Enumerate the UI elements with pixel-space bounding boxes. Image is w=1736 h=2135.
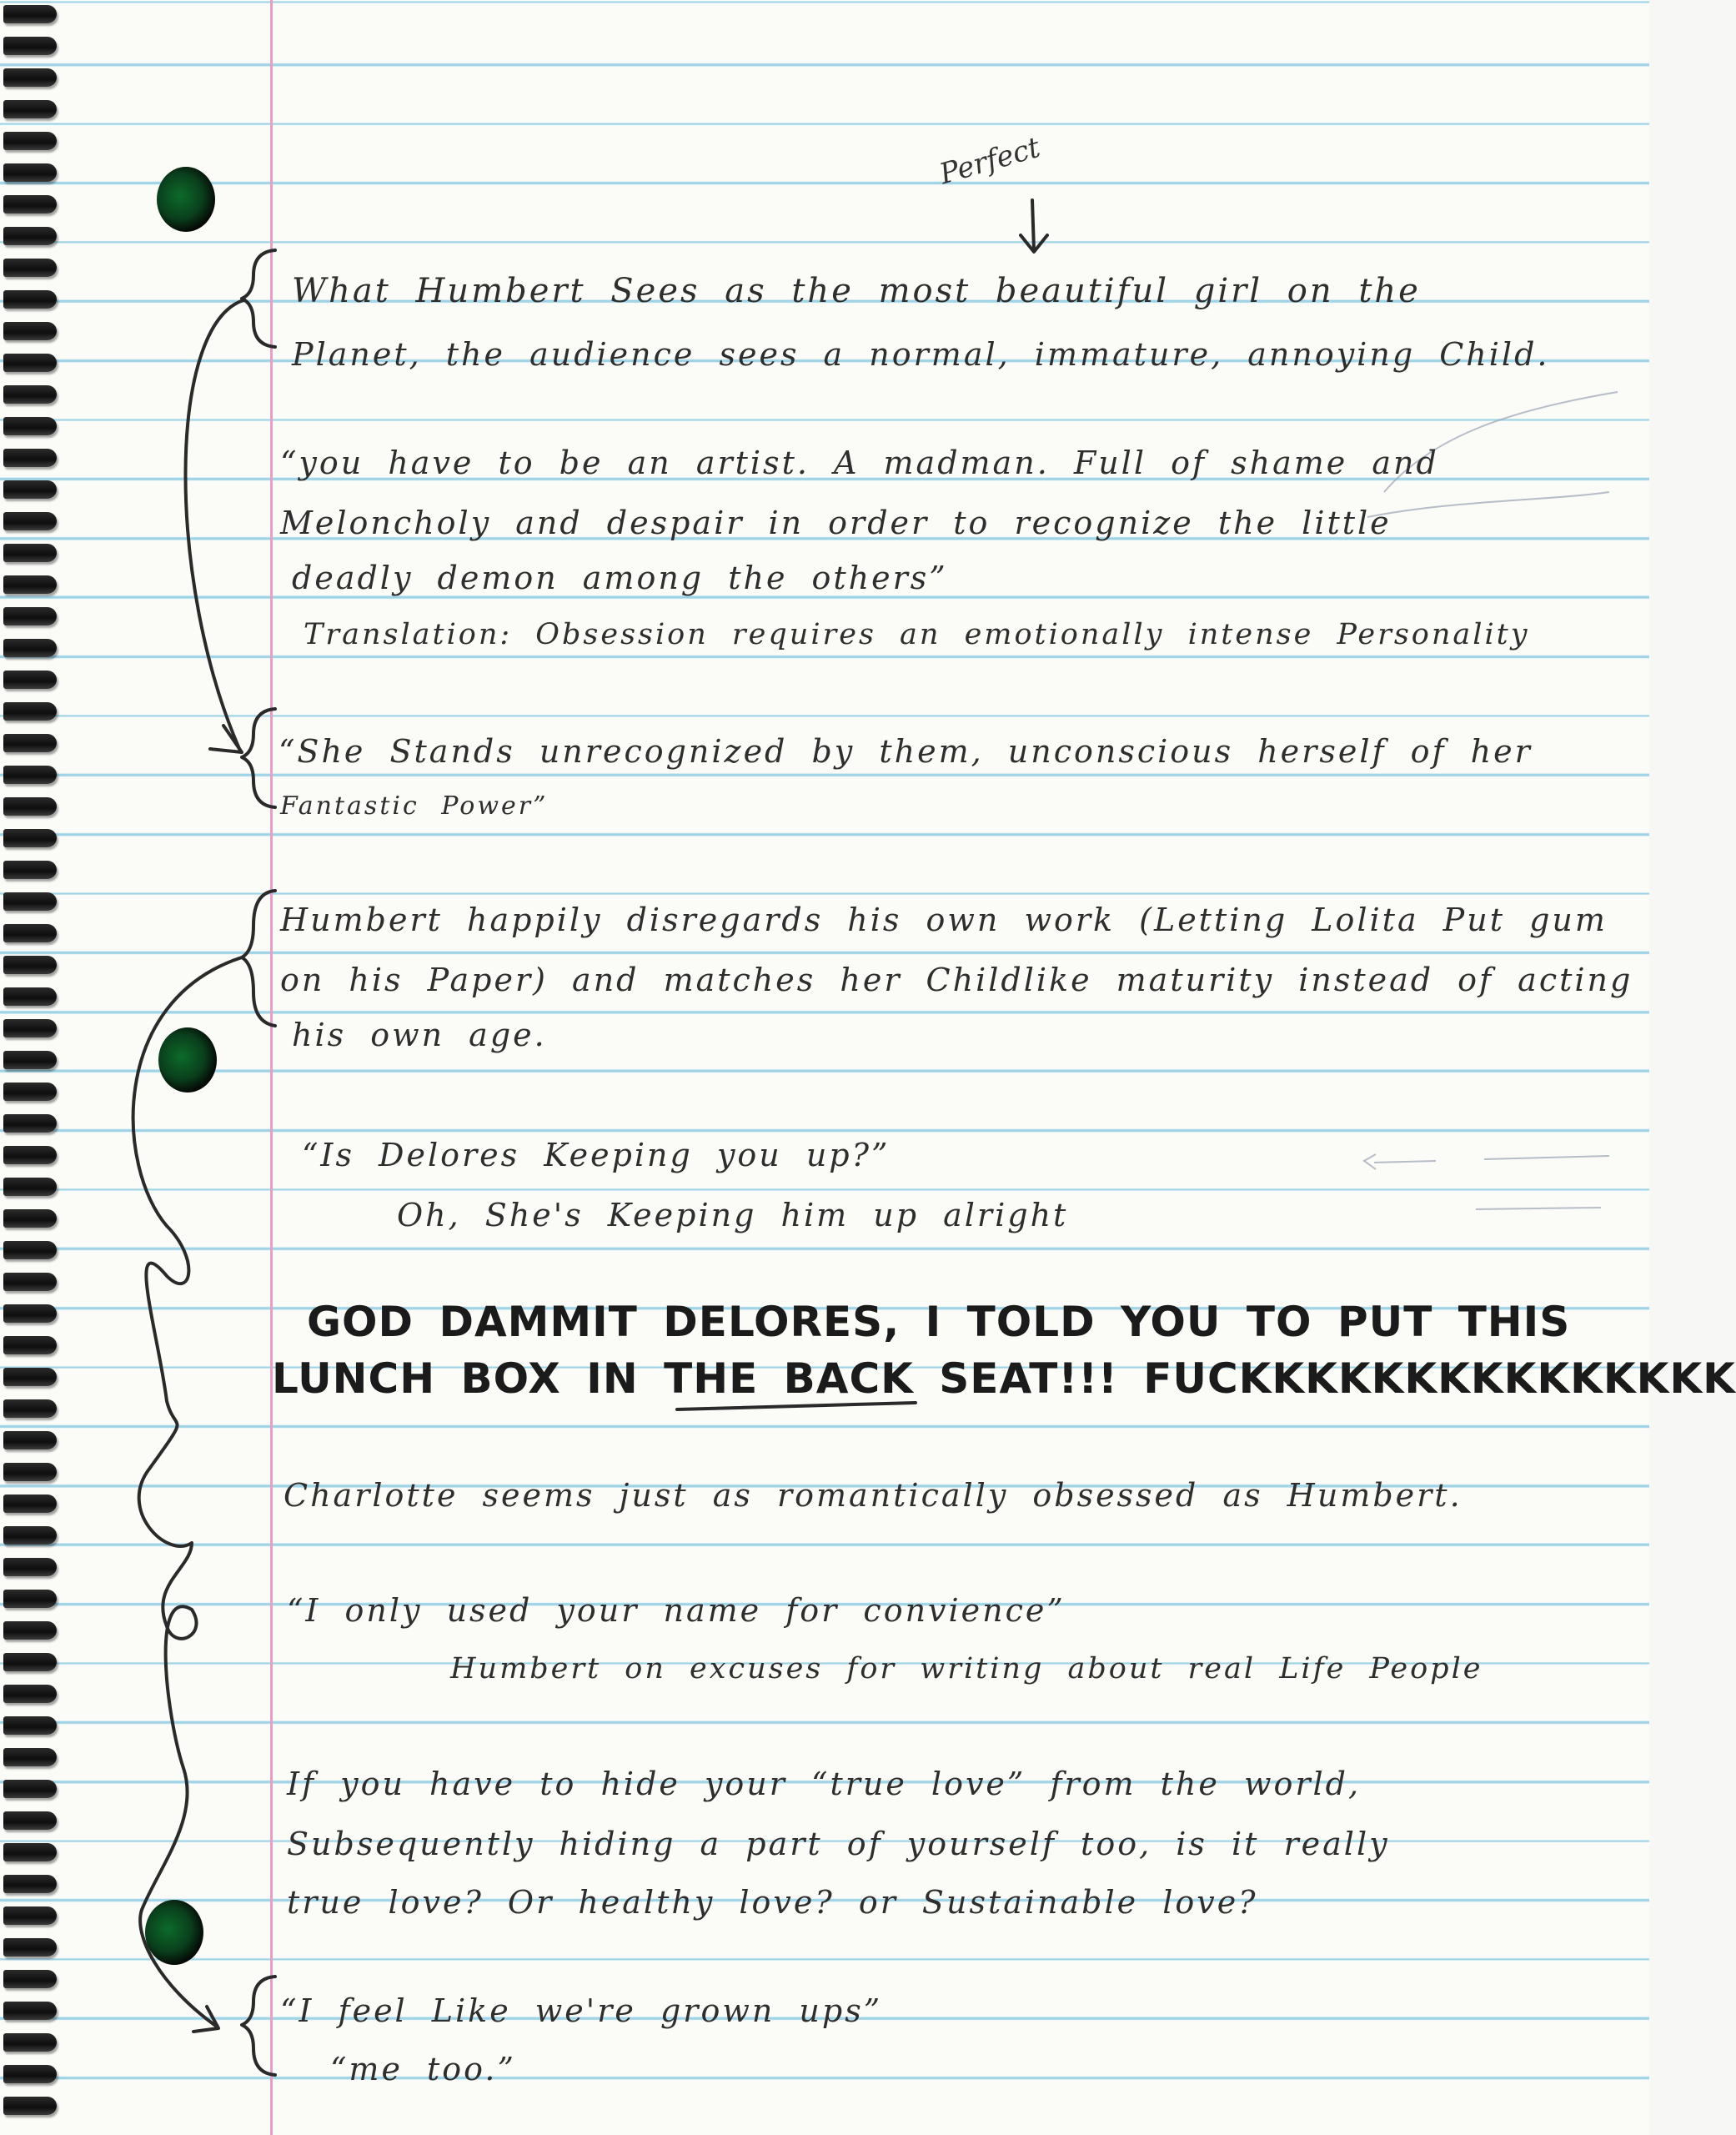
arrow-head-icon	[210, 726, 242, 752]
note-line: Humbert happily disregards his own work (Letting Lolita Put gum	[280, 902, 1608, 938]
brace-icon	[242, 250, 275, 347]
note-line: If you have to hide your “true love” from the world,	[287, 1766, 1362, 1802]
note-line: “you have to be an artist. A madman. Full of shame and	[280, 445, 1439, 481]
note-line: Translation: Obsession requires an emotionally intense Personality	[304, 618, 1530, 651]
shout-line: GOD DAMMIT DELORES, I TOLD YOU TO PUT THIS	[307, 1298, 1571, 1346]
note-line: Charlotte seems just as romantically obsessed as Humbert.	[283, 1477, 1463, 1514]
arrow-down-icon	[1032, 200, 1034, 250]
brace-icon	[242, 709, 275, 807]
connector-arrow-icon	[185, 300, 243, 751]
note-line: Fantastic Power”	[280, 791, 549, 821]
note-line: “Is Delores Keeping you up?”	[302, 1137, 891, 1173]
note-line: on his Paper) and matches her Childlike maturity instead of acting	[280, 962, 1633, 998]
brace-icon	[242, 1977, 275, 2075]
note-line: Oh, She's Keeping him up alright	[397, 1197, 1069, 1233]
note-line: Planet, the audience sees a normal, immature, annoying Child.	[292, 336, 1550, 373]
curly-connector-icon	[133, 957, 242, 2027]
margin-note-perfect: Perfect	[936, 130, 1044, 192]
note-line: true love? Or healthy love? or Sustainable love?	[287, 1884, 1258, 1921]
note-line: “I only used your name for convience”	[287, 1592, 1066, 1629]
note-line: Subsequently hiding a part of yourself too, is it really	[287, 1826, 1390, 1862]
note-line: “me too.”	[330, 2051, 516, 2087]
note-line: “I feel Like we're grown ups”	[280, 1992, 883, 2029]
shout-segment: LUNCH BOX IN THE	[272, 1354, 784, 1403]
shout-segment: !!! FUCKKKKKKKKKKKKKKK	[1058, 1354, 1736, 1403]
note-line: his own age.	[292, 1017, 547, 1053]
note-line: “She Stands unrecognized by them, unconscious herself of her	[278, 733, 1533, 770]
brace-icon	[242, 891, 275, 1026]
note-line: Meloncholy and despair in order to recognize the little	[280, 505, 1392, 541]
shout-line	[272, 1351, 1736, 1406]
shout-segment-underlined: BACK SEAT	[783, 1354, 1059, 1403]
note-line: deadly demon among the others”	[292, 560, 948, 596]
note-line: What Humbert Sees as the most beautiful girl on the	[292, 272, 1421, 310]
note-line: Humbert on excuses for writing about real Life People	[450, 1652, 1483, 1685]
